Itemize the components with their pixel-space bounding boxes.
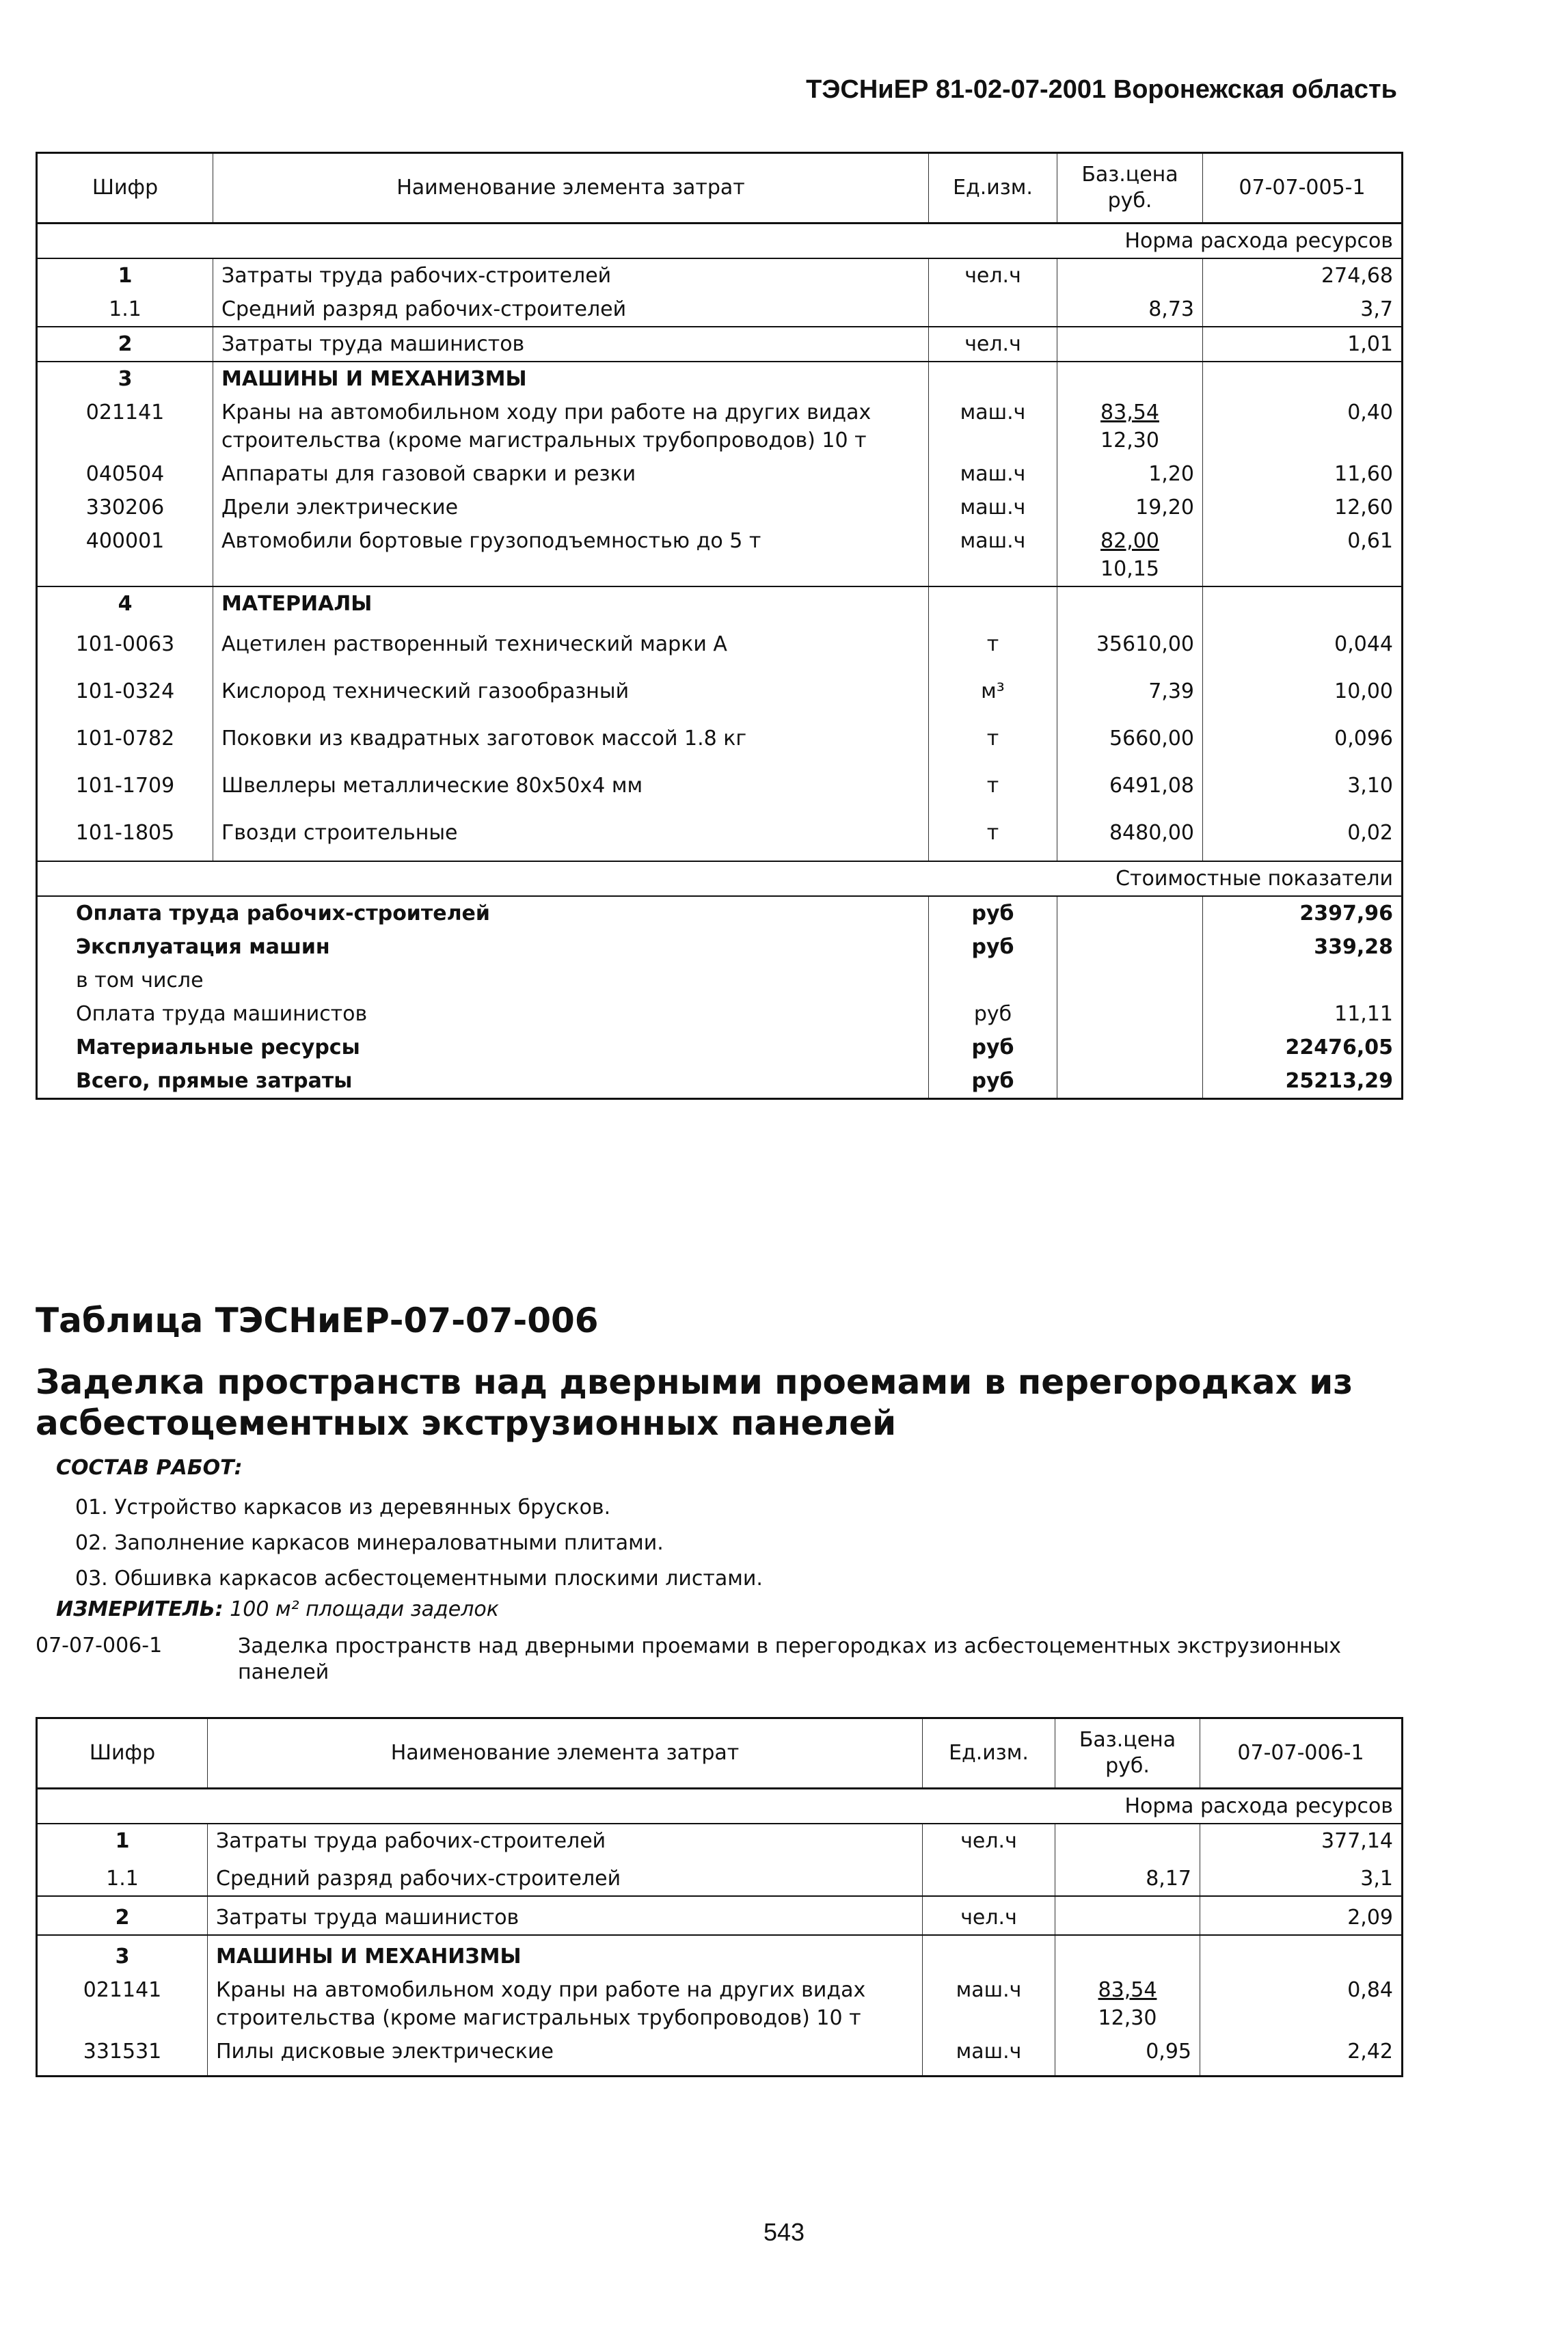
table-row <box>37 2035 1403 2077</box>
row-unit: маш.ч <box>923 1973 1055 2035</box>
summary-price <box>1057 930 1203 964</box>
resource-table-2 <box>36 1717 1403 2077</box>
summary-row <box>37 896 1403 930</box>
row-price <box>1057 586 1203 621</box>
summary-value: 22476,05 <box>1285 1036 1393 1059</box>
row-code: 331531 <box>37 2035 208 2077</box>
row-unit: чел.ч <box>923 1896 1055 1935</box>
col-header-unit: Ед.изм. <box>929 153 1057 224</box>
table-row <box>37 1896 1403 1935</box>
norm-code: 07-07-006-1 <box>36 1634 163 1658</box>
table-row <box>37 491 1403 524</box>
row-price-primary: 82,00 <box>1100 529 1159 553</box>
row-price <box>1055 1973 1200 2035</box>
row-unit: т <box>929 809 1057 861</box>
table-row <box>37 524 1403 586</box>
row-code: 3 <box>37 362 213 396</box>
row-price <box>1055 1824 1200 1858</box>
row-code: 101-0324 <box>37 668 213 715</box>
table-row <box>37 1824 1403 1858</box>
row-code: 330206 <box>37 491 213 524</box>
row-unit: т <box>929 762 1057 809</box>
row-price-primary: 83,54 <box>1100 401 1159 424</box>
page-number: 543 <box>763 2218 805 2246</box>
norm-code-description: Заделка пространств над дверными проемами в перегородках из асбестоцементных экструзионных панелей <box>238 1634 1342 1684</box>
col-header-code: Шифр <box>37 153 213 224</box>
measure-label: ИЗМЕРИТЕЛЬ: <box>56 1597 224 1621</box>
work-item: 02. Заполнение каркасов минераловатными плитами. <box>75 1531 664 1555</box>
measure-text: 100 м² площади заделок <box>230 1597 499 1621</box>
row-code: 101-0063 <box>37 621 213 668</box>
row-price <box>1055 1935 1200 1973</box>
summary-row <box>37 997 1403 1031</box>
row-price: 6491,08 <box>1057 762 1203 809</box>
row-name: МАШИНЫ И МЕХАНИЗМЫ <box>208 1935 923 1973</box>
col-header-name: Наименование элемента затрат <box>208 1718 923 1789</box>
row-price <box>1057 327 1203 362</box>
row-price: 5660,00 <box>1057 715 1203 762</box>
works-label: СОСТАВ РАБОТ: <box>56 1456 243 1480</box>
work-item: 01. Устройство каркасов из деревянных брусков. <box>75 1496 611 1519</box>
resource-table-1 <box>36 152 1403 1100</box>
row-value <box>1203 362 1403 396</box>
row-price-primary: 83,54 <box>1098 1978 1157 2002</box>
row-code: 021141 <box>37 1973 208 2035</box>
row-code: 3 <box>37 1935 208 1973</box>
row-price: 8480,00 <box>1057 809 1203 861</box>
table-row <box>37 1935 1403 1973</box>
table-row <box>37 362 1403 396</box>
summary-unit: руб <box>929 896 1057 930</box>
table-header-row <box>37 1718 1403 1789</box>
row-unit: чел.ч <box>929 258 1057 293</box>
table-row <box>37 293 1403 327</box>
summary-label: Всего, прямые затраты <box>37 1064 929 1099</box>
row-code: 1 <box>37 1824 208 1858</box>
norm-caption-row <box>37 224 1403 259</box>
summary-label: в том числе <box>37 964 929 997</box>
row-value: 274,68 <box>1321 264 1393 288</box>
row-value: 12,60 <box>1334 496 1393 519</box>
summary-price <box>1057 1031 1203 1064</box>
row-value: 1,01 <box>1203 327 1403 362</box>
col-header-unit: Ед.изм. <box>923 1718 1055 1789</box>
running-header: ТЭСНиЕР 81-02-07-2001 Воронежская область <box>806 75 1397 104</box>
summary-unit: руб <box>929 1064 1057 1099</box>
norm-caption: Норма расхода ресурсов <box>37 1789 1403 1824</box>
table-row <box>37 809 1403 861</box>
summary-price <box>1057 896 1203 930</box>
row-name: Автомобили бортовые грузоподъемностью до 5 т <box>213 524 929 586</box>
summary-label: Материальные ресурсы <box>37 1031 929 1064</box>
row-unit <box>929 362 1057 396</box>
row-name: Пилы дисковые электрические <box>208 2035 923 2077</box>
row-code: 101-1709 <box>37 762 213 809</box>
row-value: 3,1 <box>1360 1867 1393 1891</box>
measure-line <box>56 1597 499 1621</box>
table-row <box>37 396 1403 457</box>
row-value: 11,60 <box>1334 462 1393 486</box>
row-unit <box>923 1935 1055 1973</box>
row-name: Краны на автомобильном ходу при работе на других видах строительства (кроме магистральных трубопроводов) 10 т <box>208 1973 923 2035</box>
row-name: Затраты труда рабочих-строителей <box>208 1824 923 1858</box>
table-row <box>37 668 1403 715</box>
col-header-id: 07-07-005-1 <box>1203 153 1403 224</box>
row-code: 101-0782 <box>37 715 213 762</box>
row-value: 0,096 <box>1334 727 1393 751</box>
summary-unit: руб <box>929 930 1057 964</box>
row-name: Средний разряд рабочих-строителей <box>208 1858 923 1896</box>
row-unit: маш.ч <box>923 2035 1055 2077</box>
row-unit: маш.ч <box>929 457 1057 491</box>
table-row <box>37 1973 1403 2035</box>
row-price <box>1057 524 1203 586</box>
row-price: 8,73 <box>1057 293 1203 327</box>
table-row <box>37 457 1403 491</box>
summary-price <box>1057 964 1203 997</box>
row-code: 101-1805 <box>37 809 213 861</box>
summary-label: Эксплуатация машин <box>37 930 929 964</box>
cost-caption: Стоимостные показатели <box>37 861 1403 896</box>
row-value: 377,14 <box>1321 1829 1393 1853</box>
col-header-code: Шифр <box>37 1718 208 1789</box>
summary-label: Оплата труда рабочих-строителей <box>37 896 929 930</box>
row-name: Средний разряд рабочих-строителей <box>213 293 929 327</box>
col-header-price: Баз.цена руб. <box>1055 1718 1200 1789</box>
summary-value: 339,28 <box>1314 935 1393 959</box>
row-name: МАШИНЫ И МЕХАНИЗМЫ <box>213 362 929 396</box>
row-name: Кислород технический газообразный <box>213 668 929 715</box>
row-code: 2 <box>37 1896 208 1935</box>
summary-unit: руб <box>929 1031 1057 1064</box>
table-row <box>37 1858 1403 1896</box>
row-value <box>1200 1935 1403 1973</box>
summary-value: 11,11 <box>1334 1002 1393 1026</box>
row-code: 1.1 <box>37 1858 208 1896</box>
table-header-row <box>37 153 1403 224</box>
row-value: 0,044 <box>1334 632 1393 656</box>
row-name: Затраты труда машинистов <box>213 327 929 362</box>
row-price <box>1057 362 1203 396</box>
row-value: 3,10 <box>1347 774 1393 798</box>
row-value: 0,40 <box>1347 401 1393 424</box>
summary-value <box>1203 964 1403 997</box>
summary-row <box>37 964 1403 997</box>
summary-price <box>1057 1064 1203 1099</box>
summary-value: 2397,96 <box>1299 902 1393 925</box>
row-name: Аппараты для газовой сварки и резки <box>213 457 929 491</box>
row-name: Поковки из квадратных заготовок массой 1.8 кг <box>213 715 929 762</box>
summary-value: 25213,29 <box>1285 1069 1393 1093</box>
row-price: 1,20 <box>1057 457 1203 491</box>
row-unit: маш.ч <box>929 524 1057 586</box>
row-value: 0,02 <box>1347 821 1393 845</box>
row-code: 400001 <box>37 524 213 586</box>
row-value: 10,00 <box>1334 679 1393 703</box>
summary-label: Оплата труда машинистов <box>37 997 929 1031</box>
row-unit <box>929 293 1057 327</box>
row-name: Ацетилен растворенный технический марки А <box>213 621 929 668</box>
row-value: 0,61 <box>1347 529 1393 553</box>
table-title: Таблица ТЭСНиЕР-07-07-006 <box>36 1301 599 1340</box>
row-price-secondary: 12,30 <box>1098 2006 1157 2030</box>
row-price-secondary: 12,30 <box>1100 429 1159 452</box>
row-name: Гвозди строительные <box>213 809 929 861</box>
summary-row <box>37 1064 1403 1099</box>
row-unit: т <box>929 715 1057 762</box>
work-item: 03. Обшивка каркасов асбестоцементными плоскими листами. <box>75 1567 763 1591</box>
row-price: 7,39 <box>1057 668 1203 715</box>
row-unit: чел.ч <box>923 1824 1055 1858</box>
row-code: 4 <box>37 586 213 621</box>
row-unit: маш.ч <box>929 491 1057 524</box>
row-name: МАТЕРИАЛЫ <box>213 586 929 621</box>
row-name: Затраты труда машинистов <box>208 1896 923 1935</box>
summary-price <box>1057 997 1203 1031</box>
cost-caption-row <box>37 861 1403 896</box>
row-code: 040504 <box>37 457 213 491</box>
norm-caption-row <box>37 1789 1403 1824</box>
row-price: 19,20 <box>1057 491 1203 524</box>
table-row <box>37 327 1403 362</box>
row-code: 1.1 <box>37 293 213 327</box>
col-header-name: Наименование элемента затрат <box>213 153 929 224</box>
row-value: 2,42 <box>1347 2040 1393 2064</box>
table-row <box>37 586 1403 621</box>
row-unit <box>923 1858 1055 1896</box>
row-price: 35610,00 <box>1057 621 1203 668</box>
table-row <box>37 715 1403 762</box>
row-value: 3,7 <box>1360 297 1393 321</box>
row-price <box>1057 258 1203 293</box>
summary-unit: руб <box>929 997 1057 1031</box>
row-code: 1 <box>37 258 213 293</box>
table-row <box>37 762 1403 809</box>
row-value <box>1203 586 1403 621</box>
row-price <box>1057 396 1203 457</box>
table-row <box>37 258 1403 293</box>
row-price: 0,95 <box>1055 2035 1200 2077</box>
row-name: Швеллеры металлические 80х50х4 мм <box>213 762 929 809</box>
summary-unit <box>929 964 1057 997</box>
row-name: Затраты труда рабочих-строителей <box>213 258 929 293</box>
row-unit: м³ <box>929 668 1057 715</box>
row-name: Краны на автомобильном ходу при работе на других видах строительства (кроме магистральных трубопроводов) 10 т <box>213 396 929 457</box>
summary-row <box>37 1031 1403 1064</box>
row-value: 2,09 <box>1200 1896 1403 1935</box>
row-unit <box>929 586 1057 621</box>
section-subtitle: Заделка пространств над дверными проемами в перегородках из асбестоцементных экструзионных панелей <box>36 1362 1353 1443</box>
row-unit: т <box>929 621 1057 668</box>
row-price <box>1055 1896 1200 1935</box>
row-code: 2 <box>37 327 213 362</box>
col-header-id: 07-07-006-1 <box>1200 1718 1403 1789</box>
row-price-secondary: 10,15 <box>1100 557 1159 581</box>
row-price: 8,17 <box>1055 1858 1200 1896</box>
table-row <box>37 621 1403 668</box>
row-unit: чел.ч <box>929 327 1057 362</box>
row-code: 021141 <box>37 396 213 457</box>
norm-caption: Норма расхода ресурсов <box>37 224 1403 259</box>
summary-row <box>37 930 1403 964</box>
row-name: Дрели электрические <box>213 491 929 524</box>
col-header-price: Баз.цена руб. <box>1057 153 1203 224</box>
row-unit: маш.ч <box>929 396 1057 457</box>
row-value: 0,84 <box>1347 1978 1393 2002</box>
